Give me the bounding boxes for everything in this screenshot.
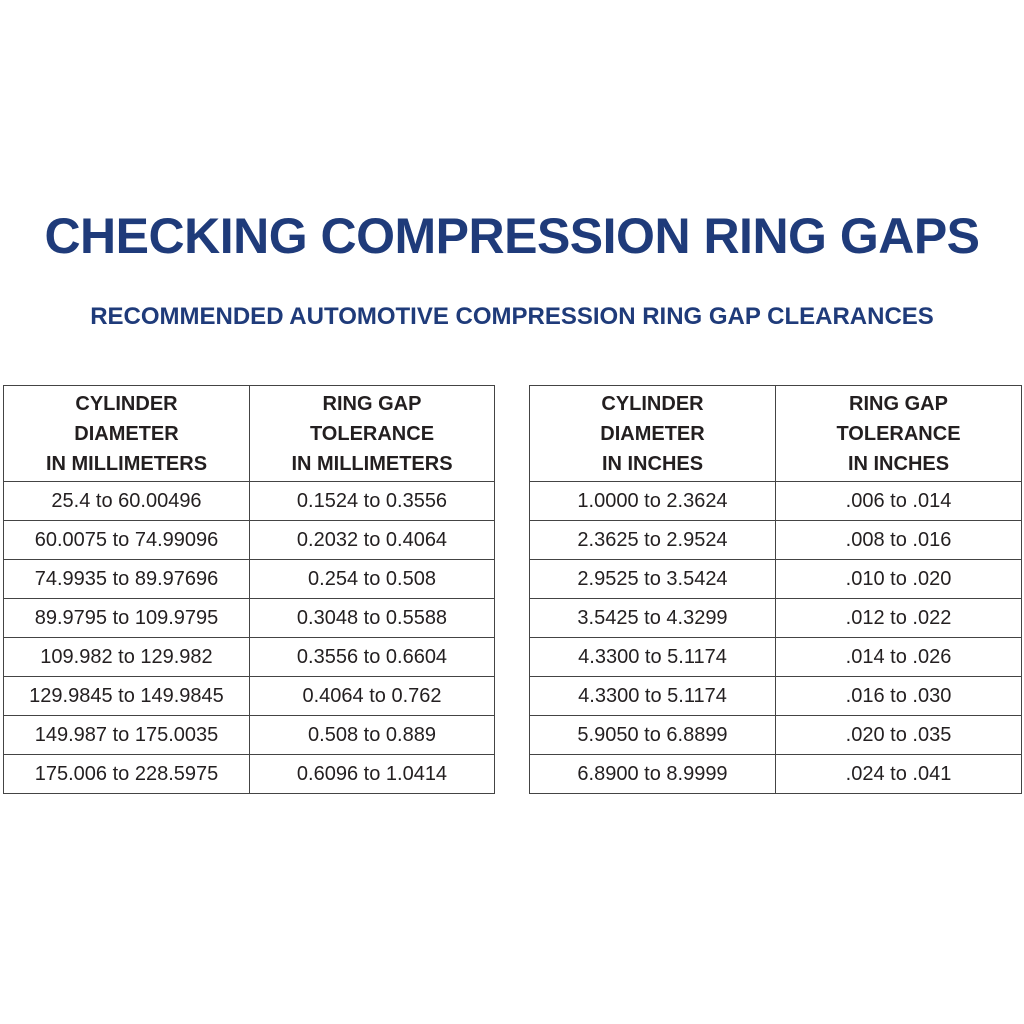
table-row	[4, 638, 495, 677]
table-cell: 1.0000 to 2.3624	[530, 482, 776, 521]
column-header	[530, 386, 776, 482]
table-cell: .010 to .020	[776, 560, 1022, 599]
table-cell: 149.987 to 175.0035	[4, 716, 250, 755]
table-cell: .024 to .041	[776, 755, 1022, 794]
table-cell: 0.1524 to 0.3556	[250, 482, 495, 521]
table-cell: .016 to .030	[776, 677, 1022, 716]
column-header	[4, 386, 250, 482]
page-subtitle: RECOMMENDED AUTOMOTIVE COMPRESSION RING GAP CLEARANCES	[90, 303, 934, 330]
table-cell: 25.4 to 60.00496	[4, 482, 250, 521]
table-cell: 0.4064 to 0.762	[250, 677, 495, 716]
column-header-line: DIAMETER	[74, 422, 179, 445]
table-cell: 4.3300 to 5.1174	[530, 638, 776, 677]
column-header-line: DIAMETER	[600, 422, 705, 445]
column-header-line: CYLINDER	[601, 392, 704, 415]
table-row	[530, 677, 1022, 716]
column-header	[776, 386, 1022, 482]
table-cell: 6.8900 to 8.9999	[530, 755, 776, 794]
table-row	[530, 521, 1022, 560]
table-row	[4, 677, 495, 716]
table-cell: 89.9795 to 109.9795	[4, 599, 250, 638]
table-cell: 2.9525 to 3.5424	[530, 560, 776, 599]
table-cell: 0.2032 to 0.4064	[250, 521, 495, 560]
column-header-line: RING GAP	[849, 392, 948, 415]
page-title: CHECKING COMPRESSION RING GAPS	[44, 208, 980, 264]
table-cell: .020 to .035	[776, 716, 1022, 755]
table-cell: 0.508 to 0.889	[250, 716, 495, 755]
table-row	[530, 560, 1022, 599]
column-header-line: IN MILLIMETERS	[45, 452, 208, 475]
table-cell: 2.3625 to 2.9524	[530, 521, 776, 560]
table-cell: 175.006 to 228.5975	[4, 755, 250, 794]
table-cell: 109.982 to 129.982	[4, 638, 250, 677]
column-header	[250, 386, 495, 482]
table-cell: 0.6096 to 1.0414	[250, 755, 495, 794]
column-header-line: IN INCHES	[847, 452, 950, 475]
table-cell: 60.0075 to 74.99096	[4, 521, 250, 560]
column-header-line: TOLERANCE	[836, 422, 961, 445]
table-cell: .006 to .014	[776, 482, 1022, 521]
column-header-line: IN MILLIMETERS	[291, 452, 453, 475]
table-cell: 0.254 to 0.508	[250, 560, 495, 599]
inches-table	[529, 385, 1022, 794]
table-row	[530, 599, 1022, 638]
header-row	[530, 386, 1022, 482]
table-cell: .012 to .022	[776, 599, 1022, 638]
table-row	[4, 521, 495, 560]
table-cell: 0.3048 to 0.5588	[250, 599, 495, 638]
table-cell: 74.9935 to 89.97696	[4, 560, 250, 599]
column-header-line: RING GAP	[322, 392, 422, 415]
column-header-line: TOLERANCE	[309, 422, 435, 445]
table-row	[4, 482, 495, 521]
table-cell: 0.3556 to 0.6604	[250, 638, 495, 677]
table-row	[4, 716, 495, 755]
table-cell: .014 to .026	[776, 638, 1022, 677]
table-row	[4, 599, 495, 638]
table-cell: 5.9050 to 6.8899	[530, 716, 776, 755]
table-cell: 3.5425 to 4.3299	[530, 599, 776, 638]
table-row	[530, 716, 1022, 755]
table-row	[530, 482, 1022, 521]
table-row	[530, 755, 1022, 794]
column-header-line: IN INCHES	[601, 452, 704, 475]
column-header-line: CYLINDER	[75, 392, 178, 415]
millimeters-table	[3, 385, 495, 794]
table-cell: .008 to .016	[776, 521, 1022, 560]
header-row	[4, 386, 495, 482]
table-row	[4, 755, 495, 794]
table-row	[530, 638, 1022, 677]
table-row	[4, 560, 495, 599]
table-cell: 4.3300 to 5.1174	[530, 677, 776, 716]
table-cell: 129.9845 to 149.9845	[4, 677, 250, 716]
